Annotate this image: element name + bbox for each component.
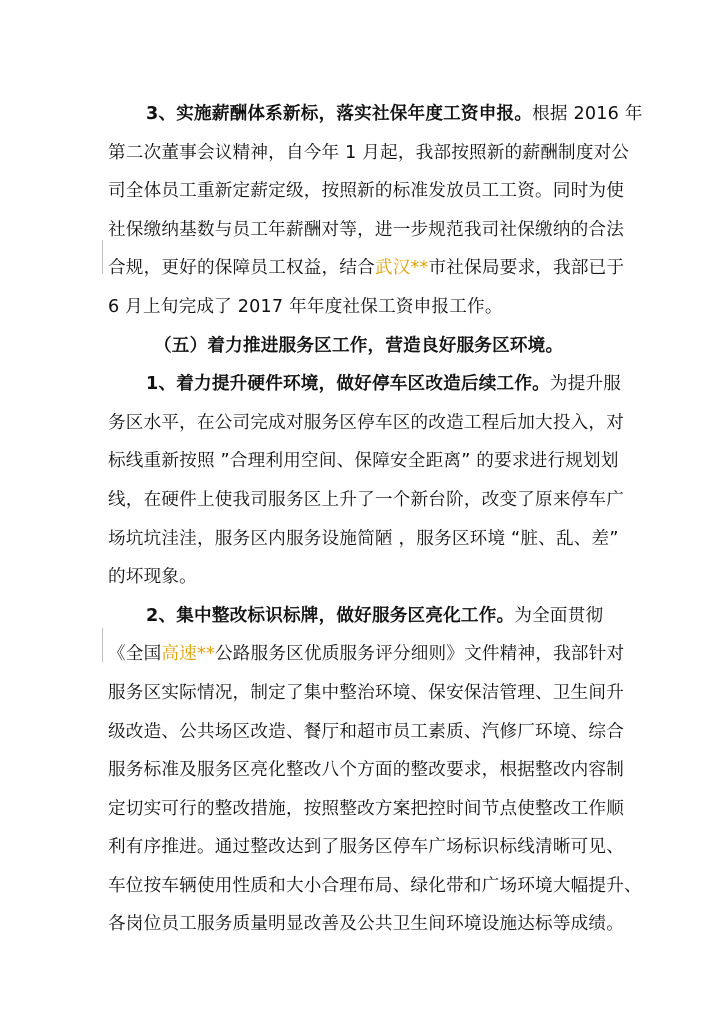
paragraph-line: 定切实可行的整改措施，按照整改方案把控时间节点使整改工作顺 [108,798,625,819]
paragraph-heading: 2、集中整改标识标牌，做好服务区亮化工作。 [146,605,515,626]
paragraph-line: 线，在硬件上使我司服务区上升了一个新台阶，改变了原来停车广 [108,489,625,510]
paragraph-text: 市社保局要求，我部已于 [428,258,625,279]
redacted-name: 武汉** [374,258,429,279]
paragraph-text: 为提升服 [549,374,622,395]
paragraph-heading: 3、实施薪酬体系新标，落实社保年度工资申报。 [146,104,533,124]
paragraph-line: 社保缴纳基数与员工年薪酬对等，进一步规范我司社保缴纳的合法 [108,219,625,240]
paragraph-line: 第二次董事会议精神，自今年 1 月起，我部按照新的薪酬制度对公 [108,142,630,163]
paragraph-line: 场坑坑洼洼，服务区内服务设施简陋 ，服务区环境 “脏、乱、差” [108,528,619,549]
paragraph-line [108,365,628,404]
paragraph-text: 合规，更好的保障员工权益，结合 [108,258,375,279]
paragraph-line: 标线重新按照 ”合理利用空间、保障安全距离” 的要求进行规划划 [108,451,619,472]
paragraph-text: 《全国 [108,644,162,665]
paragraph-text: 根据 2016 年 [532,104,643,124]
paragraph-line: 6 月上旬完成了 2017 年年度社保工资申报工作。 [108,296,503,317]
paragraph-line [108,597,628,636]
paragraph-text: 公路服务区优质服务评分细则》文件精神，我部针对 [214,644,625,665]
revision-bar [102,240,103,274]
paragraph-line: 利有序推进。通过整改达到了服务区停车广场标识标线清晰可见、 [108,837,625,858]
redacted-name: 高速** [161,644,215,665]
paragraph-heading: 1、着力提升硬件环境，做好停车区改造后续工作。 [146,374,550,395]
paragraph-line: 服务区实际情况，制定了集中整治环境、保安保洁管理、卫生间升 [108,682,625,703]
paragraph-text: 为全面贯彻 [514,605,604,626]
document-body [108,95,643,944]
paragraph-line: 司全体员工重新定薪定级，按照新的标准发放员工工资。同时为使 [108,181,625,202]
paragraph-line [108,249,628,288]
paragraph-line: 务区水平，在公司完成对服务区停车区的改造工程后加大投入，对 [108,412,625,433]
paragraph-line: 各岗位员工服务质量明显改善及公共卫生间环境设施达标等成绩。 [108,914,625,935]
section-heading: （五）着力推进服务区工作，营造良好服务区环境。 [154,335,564,356]
paragraph-line [108,95,643,134]
paragraph-line: 级改造、公共场区改造、餐厅和超市员工素质、汽修厂环境、综合 [108,721,625,742]
revision-bar [102,628,103,662]
paragraph-line: 车位按车辆使用性质和大小合理布局、绿化带和广场环境大幅提升、 [108,875,642,896]
paragraph-line [108,635,628,674]
paragraph-line: 的坏现象。 [108,567,197,588]
paragraph-line: 服务标准及服务区亮化整改八个方面的整改要求，根据整改内容制 [108,760,625,781]
